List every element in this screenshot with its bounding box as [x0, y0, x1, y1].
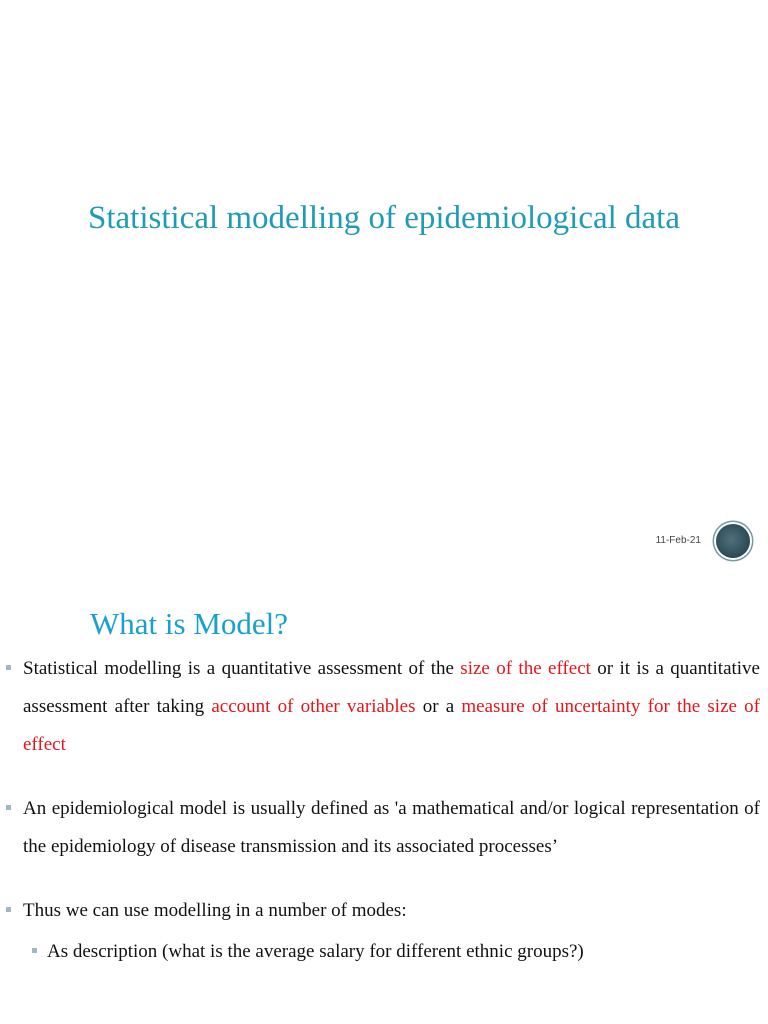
emphasis-text: account of other variables — [211, 696, 416, 717]
slide-number-circle-icon — [716, 524, 750, 558]
sub-bullet-text: As description (what is the average salary for different ethnic groups?) — [47, 941, 584, 962]
content-slide — [0, 580, 768, 1024]
bullet-text: Thus we can use modelling in a number of modes: — [23, 900, 407, 921]
bullet-text: Statistical modelling is a quantitative assessment of the — [23, 658, 461, 679]
bullet-text: An epidemiological model is usually defined as 'a mathematical and/or logical representation of the epidemiology of disease transmission and its associated processes’ — [23, 798, 760, 857]
emphasis-text: size of the effect — [460, 658, 591, 679]
bullet-marker-icon — [6, 805, 11, 810]
emphasis-text: measure of uncertainty for the size of effect — [23, 696, 760, 755]
slide-title: Statistical modelling of epidemiological data — [87, 200, 681, 236]
slide-date: 11-Feb-21 — [655, 535, 701, 546]
bullet-marker-icon — [6, 665, 11, 670]
bullet-text: or a — [415, 696, 462, 717]
bullet-item — [0, 790, 768, 866]
bullet-marker-icon — [6, 907, 11, 912]
sub-bullet-marker-icon — [32, 948, 37, 953]
bullet-item — [0, 650, 768, 764]
slide-heading: What is Model? — [90, 606, 289, 641]
bullet-list — [0, 650, 768, 971]
bullet-text: or it is a quantitative assessment after taking — [23, 658, 760, 717]
bullet-item — [0, 892, 768, 930]
sub-bullet-item — [0, 933, 768, 971]
